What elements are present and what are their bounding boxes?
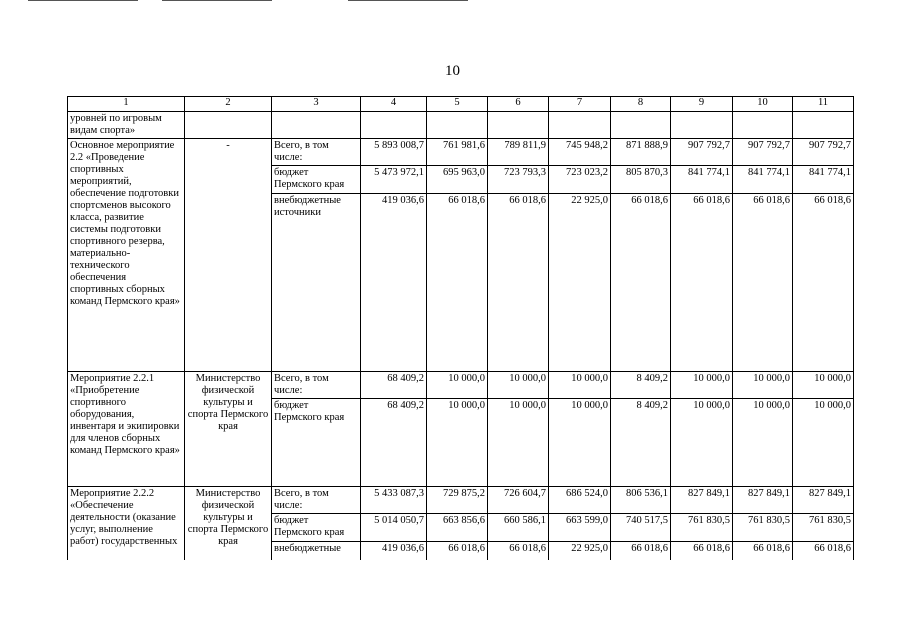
value-cell: 761 830,5: [671, 514, 733, 542]
executor: Министерство физической культуры и спорта Пермского края: [185, 372, 272, 487]
column-number-row: [68, 97, 854, 112]
budget-table: [67, 96, 854, 560]
value-cell: 66 018,6: [427, 542, 488, 560]
value-cell: 841 774,1: [793, 166, 854, 194]
column-header: 6: [488, 97, 549, 112]
value-cell: 10 000,0: [671, 399, 733, 487]
value-cell: 726 604,7: [488, 487, 549, 514]
executor: Министерство физической культуры и спорта Пермского края: [185, 487, 272, 560]
value-cell: 761 830,5: [733, 514, 793, 542]
value-cell: 5 433 087,3: [361, 487, 427, 514]
value-cell: 66 018,6: [733, 542, 793, 560]
value-cell: 66 018,6: [488, 542, 549, 560]
value-cell: 686 524,0: [549, 487, 611, 514]
value-cell: 5 014 050,7: [361, 514, 427, 542]
funding-source: Всего, в том числе:: [272, 487, 361, 514]
value-cell: 806 536,1: [611, 487, 671, 514]
value-cell: 789 811,9: [488, 139, 549, 166]
column-header: 9: [671, 97, 733, 112]
value-cell: 10 000,0: [549, 372, 611, 399]
value-cell: 8 409,2: [611, 399, 671, 487]
value-cell: 10 000,0: [733, 399, 793, 487]
value-cell: 723 793,3: [488, 166, 549, 194]
value-cell: 723 023,2: [549, 166, 611, 194]
value-cell: 841 774,1: [671, 166, 733, 194]
value-cell: 66 018,6: [671, 542, 733, 560]
value-cell: 10 000,0: [488, 399, 549, 487]
value-cell: 66 018,6: [671, 194, 733, 372]
event-name: Мероприятие 2.2.1 «Приобретение спортивного оборудования, инвентаря и экипировки для членов сборных команд Пермского края»: [68, 372, 185, 487]
funding-source: Всего, в том числе:: [272, 139, 361, 166]
value-cell: 871 888,9: [611, 139, 671, 166]
value-cell: 740 517,5: [611, 514, 671, 542]
top-edge-line-mid: [162, 0, 272, 1]
continuation-text: уровней по игровым видам спорта»: [68, 112, 185, 139]
value-cell: 663 856,6: [427, 514, 488, 542]
funding-source: внебюджетные: [272, 542, 361, 560]
value-cell: 66 018,6: [733, 194, 793, 372]
value-cell: 761 830,5: [793, 514, 854, 542]
column-header: 5: [427, 97, 488, 112]
table-row: [68, 139, 854, 166]
value-cell: 10 000,0: [671, 372, 733, 399]
funding-source: бюджет Пермского края: [272, 166, 361, 194]
event-name: Мероприятие 2.2.2 «Обеспечение деятельности (оказание услуг, выполнение работ) государственных: [68, 487, 185, 560]
value-cell: 66 018,6: [488, 194, 549, 372]
page-number: 10: [445, 63, 460, 79]
value-cell: 10 000,0: [488, 372, 549, 399]
funding-source: бюджет Пермского края: [272, 399, 361, 487]
value-cell: 22 925,0: [549, 194, 611, 372]
value-cell: 66 018,6: [427, 194, 488, 372]
value-cell: 10 000,0: [793, 372, 854, 399]
value-cell: 419 036,6: [361, 542, 427, 560]
value-cell: 22 925,0: [549, 542, 611, 560]
value-cell: 66 018,6: [793, 542, 854, 560]
value-cell: 66 018,6: [793, 194, 854, 372]
column-header: 4: [361, 97, 427, 112]
table-row: [68, 372, 854, 399]
value-cell: 10 000,0: [733, 372, 793, 399]
column-header: 10: [733, 97, 793, 112]
value-cell: 907 792,7: [671, 139, 733, 166]
value-cell: 841 774,1: [733, 166, 793, 194]
value-cell: 5 893 008,7: [361, 139, 427, 166]
value-cell: 827 849,1: [733, 487, 793, 514]
value-cell: 10 000,0: [427, 399, 488, 487]
column-header: 2: [185, 97, 272, 112]
value-cell: 419 036,6: [361, 194, 427, 372]
value-cell: 805 870,3: [611, 166, 671, 194]
value-cell: 745 948,2: [549, 139, 611, 166]
value-cell: 68 409,2: [361, 372, 427, 399]
value-cell: 66 018,6: [611, 542, 671, 560]
column-header: 1: [68, 97, 185, 112]
value-cell: 695 963,0: [427, 166, 488, 194]
value-cell: 660 586,1: [488, 514, 549, 542]
value-cell: 761 981,6: [427, 139, 488, 166]
value-cell: 907 792,7: [793, 139, 854, 166]
top-edge-line-left: [28, 0, 138, 1]
funding-source: внебюджетные источники: [272, 194, 361, 372]
value-cell: 5 473 972,1: [361, 166, 427, 194]
value-cell: 10 000,0: [549, 399, 611, 487]
value-cell: 827 849,1: [671, 487, 733, 514]
value-cell: 10 000,0: [793, 399, 854, 487]
value-cell: 827 849,1: [793, 487, 854, 514]
executor: -: [185, 139, 272, 372]
value-cell: 907 792,7: [733, 139, 793, 166]
value-cell: 66 018,6: [611, 194, 671, 372]
funding-source: Всего, в том числе:: [272, 372, 361, 399]
event-name: Основное мероприятие 2.2 «Проведение спортивных мероприятий, обеспечение подготовки спортсменов высокого класса, развитие системы подготовки спортивного резерва, материально-технического обеспечения спортивных сборных команд Пермского края»: [68, 139, 185, 372]
column-header: 3: [272, 97, 361, 112]
column-header: 11: [793, 97, 854, 112]
value-cell: 68 409,2: [361, 399, 427, 487]
column-header: 7: [549, 97, 611, 112]
top-edge-line-right: [348, 0, 468, 1]
table-row: [68, 487, 854, 514]
continuation-row: [68, 112, 854, 139]
funding-source: бюджет Пермского края: [272, 514, 361, 542]
value-cell: 663 599,0: [549, 514, 611, 542]
column-header: 8: [611, 97, 671, 112]
value-cell: 10 000,0: [427, 372, 488, 399]
value-cell: 729 875,2: [427, 487, 488, 514]
value-cell: 8 409,2: [611, 372, 671, 399]
